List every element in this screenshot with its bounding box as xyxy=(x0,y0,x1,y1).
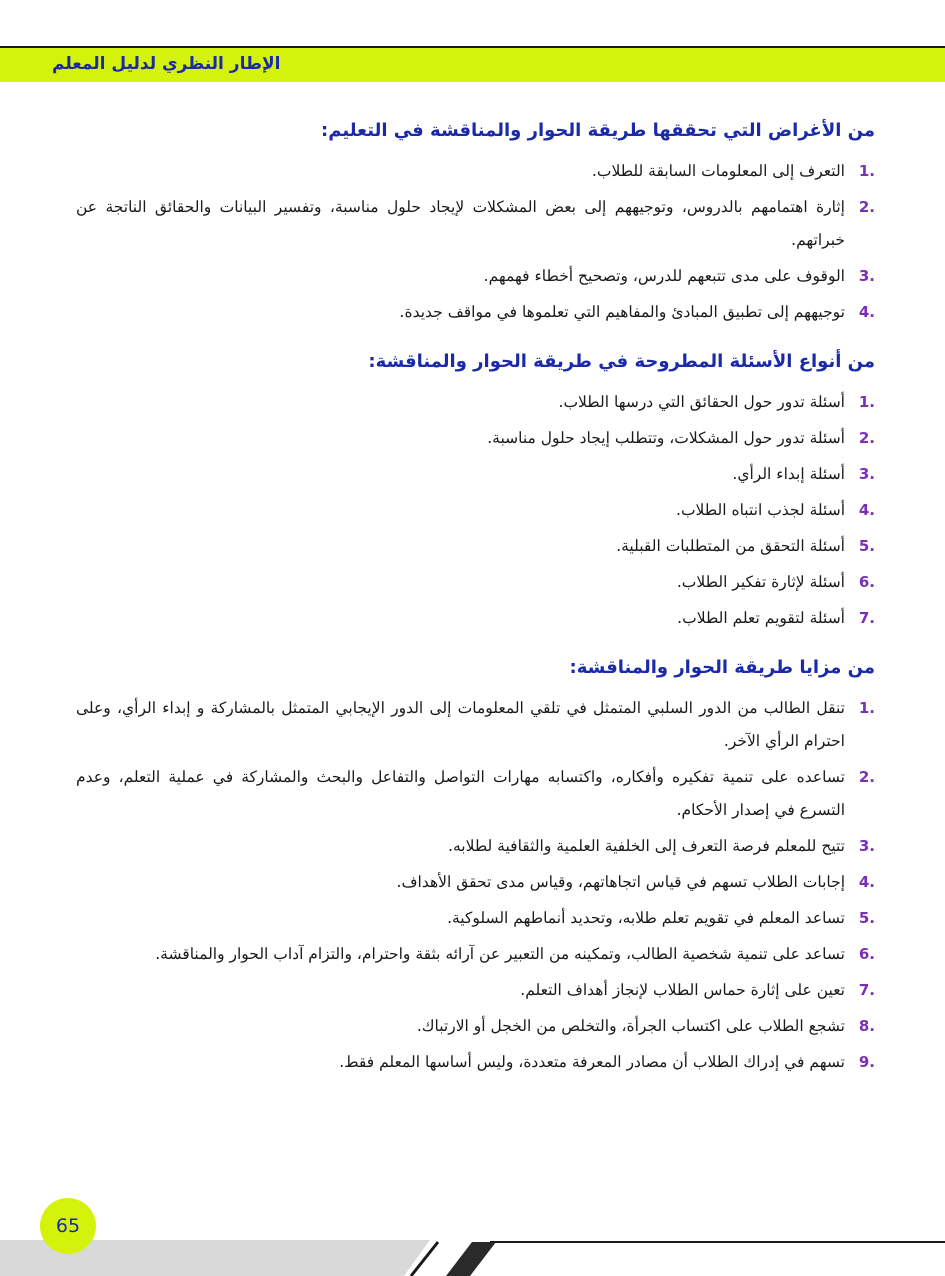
list-item xyxy=(76,296,875,329)
item-number: 9. xyxy=(858,1053,875,1071)
item-text: تساعد المعلم في تقويم تعلم طلابه، وتحديد أنماطهم السلوكية. xyxy=(447,909,845,927)
item-number: 3. xyxy=(858,837,875,855)
section-objectives xyxy=(76,120,875,329)
item-number: 4. xyxy=(858,303,875,321)
list-item xyxy=(76,902,875,935)
item-text: توجيههم إلى تطبيق المبادئ والمفاهيم التي تعلموها في مواقف جديدة. xyxy=(399,303,845,321)
item-text: تنقل الطالب من الدور السلبي المتمثل في تلقي المعلومات إلى الدور الإيجابي المتمثل بالمشاركة و إبداء الرأي، وعلى احترام الرأي الآخر. xyxy=(76,699,845,750)
list-item xyxy=(76,458,875,491)
footer-black-stripe xyxy=(446,1242,496,1276)
advantages-list xyxy=(76,692,875,1079)
item-text: أسئلة التحقق من المتطلبات القبلية. xyxy=(616,537,845,555)
list-item xyxy=(76,386,875,419)
item-number: 5. xyxy=(858,537,875,555)
item-text: تساعد على تنمية شخصية الطالب، وتمكينه من التعبير عن آرائه بثقة واحترام، والتزام آداب الحوار والمناقشة. xyxy=(155,945,845,963)
list-item xyxy=(76,494,875,527)
item-text: تشجع الطلاب على اكتساب الجرأة، والتخلص من الخجل أو الارتباك. xyxy=(416,1017,845,1035)
section-advantages xyxy=(76,657,875,1079)
list-item xyxy=(76,974,875,1007)
page-number-badge xyxy=(40,1198,96,1254)
item-text: تعين على إثارة حماس الطلاب لإنجاز أهداف التعلم. xyxy=(520,981,845,999)
item-text: أسئلة لتقويم تعلم الطلاب. xyxy=(677,609,845,627)
item-text: تساعده على تنمية تفكيره وأفكاره، واكتسابه مهارات التواصل والتفاعل والبحث والمشاركة في عملية التعلم، وعدم التسرع في إصدار الأحكام. xyxy=(76,768,845,819)
page-number: 65 xyxy=(55,1215,81,1237)
item-number: 7. xyxy=(858,609,875,627)
main-content xyxy=(76,120,875,1101)
header-bar xyxy=(0,46,945,82)
section-question-types xyxy=(76,351,875,635)
item-text: إجابات الطلاب تسهم في قياس اتجاهاتهم، وقياس مدى تحقق الأهداف. xyxy=(396,873,845,891)
item-number: 3. xyxy=(858,465,875,483)
item-text: إثارة اهتمامهم بالدروس، وتوجيههم إلى بعض المشكلات لإيجاد حلول مناسبة، وتفسير البيانات والحقائق الناتجة عن خبراتهم. xyxy=(76,198,845,249)
item-number: 2. xyxy=(858,768,875,786)
item-text: تسهم في إدراك الطلاب أن مصادر المعرفة متعددة، وليس أساسها المعلم فقط. xyxy=(339,1053,845,1071)
item-text: أسئلة تدور حول الحقائق التي درسها الطلاب. xyxy=(558,393,845,411)
item-number: 4. xyxy=(858,501,875,519)
footer-decoration xyxy=(0,1230,945,1276)
item-number: 5. xyxy=(858,909,875,927)
list-item xyxy=(76,422,875,455)
objectives-list xyxy=(76,155,875,329)
item-text: أسئلة لجذب انتباه الطلاب. xyxy=(676,501,845,519)
item-number: 6. xyxy=(858,573,875,591)
item-number: 7. xyxy=(858,981,875,999)
list-item xyxy=(76,692,875,758)
section-heading: من الأغراض التي تحققها طريقة الحوار والمناقشة في التعليم: xyxy=(321,120,875,141)
list-item xyxy=(76,602,875,635)
item-number: 8. xyxy=(858,1017,875,1035)
item-number: 2. xyxy=(858,198,875,216)
list-item xyxy=(76,155,875,188)
list-item xyxy=(76,566,875,599)
list-item xyxy=(76,530,875,563)
item-text: التعرف إلى المعلومات السابقة للطلاب. xyxy=(591,162,845,180)
item-text: الوقوف على مدى تتبعهم للدرس، وتصحيح أخطاء فهمهم. xyxy=(483,267,845,285)
item-text: أسئلة إبداء الرأي. xyxy=(732,465,845,483)
item-number: 2. xyxy=(858,429,875,447)
list-item xyxy=(76,761,875,827)
header-title: الإطار النظري لدليل المعلم xyxy=(52,54,281,74)
item-text: أسئلة تدور حول المشكلات، وتتطلب إيجاد حلول مناسبة. xyxy=(487,429,845,447)
item-text: أسئلة لإثارة تفكير الطلاب. xyxy=(676,573,845,591)
list-item xyxy=(76,191,875,257)
item-text: تتيح للمعلم فرصة التعرف إلى الخلفية العلمية والثقافية لطلابه. xyxy=(448,837,845,855)
list-item xyxy=(76,1010,875,1043)
list-item xyxy=(76,830,875,863)
item-number: 1. xyxy=(858,393,875,411)
item-number: 3. xyxy=(858,267,875,285)
item-number: 4. xyxy=(858,873,875,891)
list-item xyxy=(76,866,875,899)
section-heading: من أنواع الأسئلة المطروحة في طريقة الحوار والمناقشة: xyxy=(368,351,875,372)
item-number: 1. xyxy=(858,699,875,717)
list-item xyxy=(76,260,875,293)
list-item xyxy=(76,1046,875,1079)
list-item xyxy=(76,938,875,971)
item-number: 1. xyxy=(858,162,875,180)
item-number: 6. xyxy=(858,945,875,963)
section-heading: من مزايا طريقة الحوار والمناقشة: xyxy=(569,657,875,678)
question-types-list xyxy=(76,386,875,635)
